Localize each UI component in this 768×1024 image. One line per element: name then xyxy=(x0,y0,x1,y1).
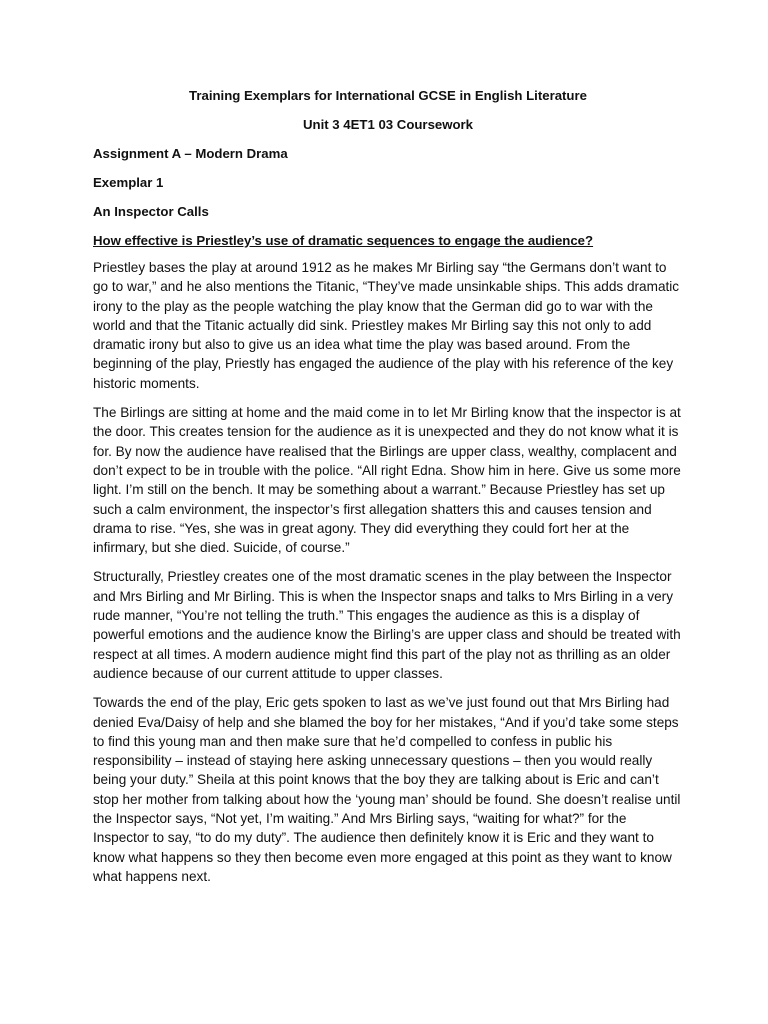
essay-paragraph-1: Priestley bases the play at around 1912 as he makes Mr Birling say “the Germans don’t want to go to war,” and he also mentions the Titanic, “They’ve made unsinkable ships. This adds dramatic irony to the play as the people watching the play know that the German did go to war with the world and that the Titanic actually did sink. Priestley makes Mr Birling say this not only to add dramatic irony but also to give us an idea what time the play was based around. From the beginning of the play, Priestly has engaged the audience of the play with his reference of the key historic moments. xyxy=(93,260,680,391)
unit-heading: Unit 3 4ET1 03 Coursework xyxy=(302,117,474,132)
essay-paragraph-4: Towards the end of the play, Eric gets spoken to last as we’ve just found out that Mrs Birling had denied Eva/Daisy of help and she blamed the boy for her mistakes, “And if you’d take some steps to find this young man and then make sure that he’d compelled to confess in public his responsibility – instead of staying here asking unnecessary questions – then you would really being your duty.” Sheila at this point knows that the boy they are talking about is Eric and can’t stop her mother from talking about how the ‘young man’ should be found. She doesn’t realise until the Inspector says, “Not yet, I’m waiting.” And Mrs Birling says, “waiting for what?” for the Inspector to say, “to do my duty”. The audience then definitely know it is Eric and they want to know what happens so they then become even more engaged at this point as they want to know what happens next. xyxy=(93,695,681,884)
assignment-heading: Assignment A – Modern Drama xyxy=(93,146,288,161)
essay-paragraph-3: Structurally, Priestley creates one of the most dramatic scenes in the play between the Inspector and Mrs Birling and Mr Birling. This is when the Inspector snaps and talks to Mrs Birling in a very rude manner, “You’re not telling the truth.” This engages the audience as this is a display of powerful emotions and the audience know the Birling’s are upper class and should be treated with respect at all times. A modern audience might find this part of the play not as thrilling as an older audience because of our current attitude to upper classes. xyxy=(93,569,681,681)
play-title: An Inspector Calls xyxy=(93,204,209,219)
essay-paragraph-2: The Birlings are sitting at home and the maid come in to let Mr Birling know that the inspector is at the door. This creates tension for the audience as it is unexpected and they do not know what it is for. By now the audience have realised that the Birlings are upper class, wealthy, complacent and don’t expect to be in trouble with the police. “All right Edna. Show him in here. Give us some more light. I’m still on the bench. It may be something about a warrant.” Because Priestley has set up such a calm environment, the inspector’s first allegation shatters this and causes tension and drama to rise. “Yes, she was in great agony. They did everything they could fort her at the infirmary, but she died. Suicide, of course.” xyxy=(93,405,681,556)
document-page xyxy=(93,86,683,896)
document-title: Training Exemplars for International GCSE in English Literature xyxy=(189,88,587,103)
essay-question: How effective is Priestley’s use of dramatic sequences to engage the audience? xyxy=(93,233,594,248)
exemplar-heading: Exemplar 1 xyxy=(93,175,164,190)
